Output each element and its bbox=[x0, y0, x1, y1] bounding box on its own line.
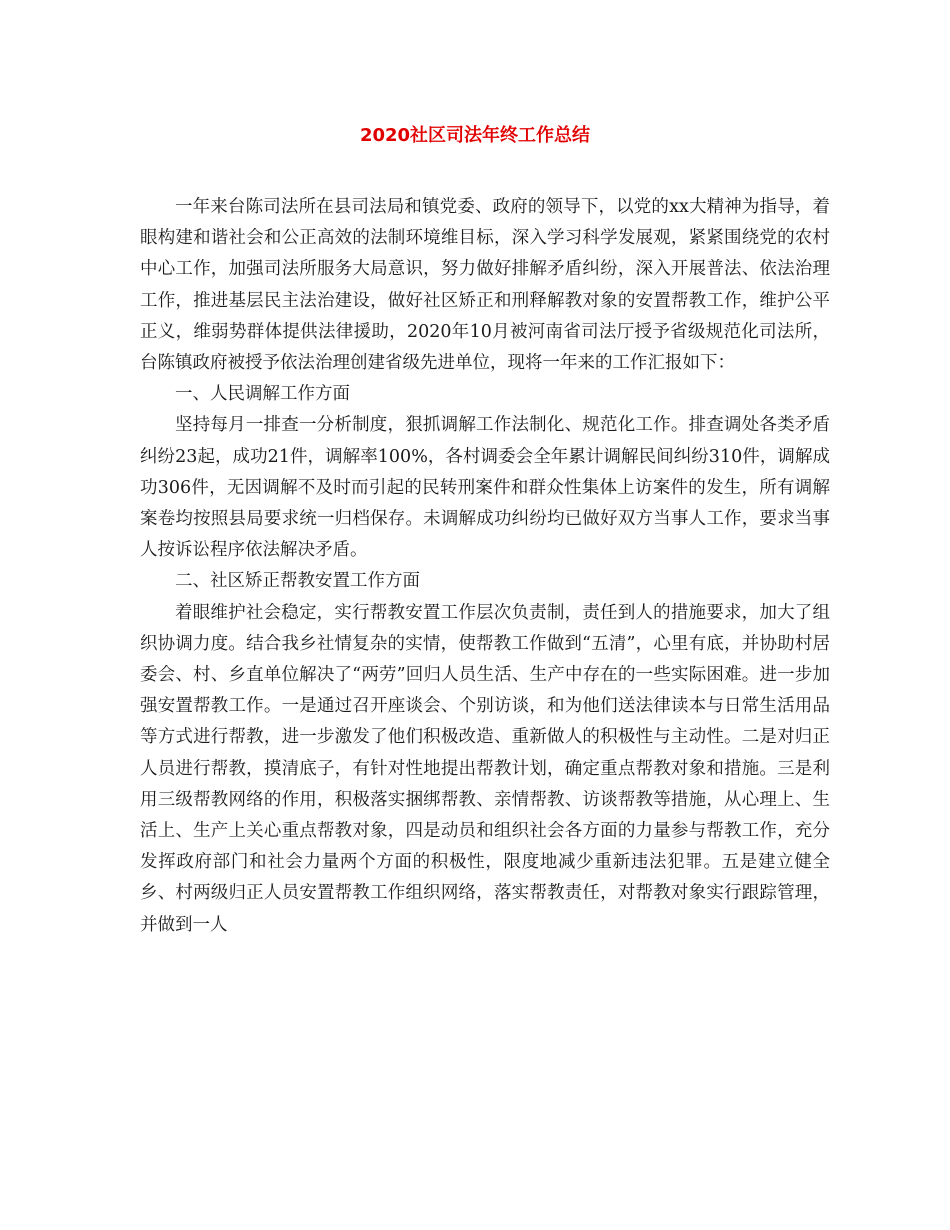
section-heading-correction: 二、社区矫正帮教安置工作方面 bbox=[175, 571, 420, 592]
paragraph-intro: 一年来台陈司法所在县司法局和镇党委、政府的领导下，以党的xx大精神为指导，着眼构建和谐社会和公正高效的法制环境维目标，深入学习科学发展观，紧紧围绕党的农村中心工作，加强司法所服务大局意识，努力做好排解矛盾纠纷，深入开展普法、依法治理工作，推进基层民主法治建设，做好社区矫正和刑释解教对象的安置帮教工作，维护公平正义，维弱势群体提供法律援助，2020年10月被河南省司法厅授予省级规范化司法所，台陈镇政府被授予依法治理创建省级先进单位，现将一年来的工作汇报如下： bbox=[140, 197, 830, 374]
section-heading-mediation: 一、人民调解工作方面 bbox=[175, 384, 350, 405]
paragraph-mediation: 坚持每月一排查一分析制度，狠抓调解工作法制化、规范化工作。排查调处各类矛盾纠纷23起，成功21件，调解率100%，各村调委会全年累计调解民间纠纷310件，调解成功306件，无因调解不及时而引起的民转刑案件和群众性集体上访案件的发生，所有调解案卷均按照县局要求统一归档保存。未调解成功纠纷均已做好双方当事人工作，要求当事人按诉讼程序依法解决矛盾。 bbox=[140, 415, 830, 561]
document-body bbox=[140, 192, 830, 941]
document-title: 2020社区司法年终工作总结 bbox=[359, 125, 591, 146]
paragraph-correction: 着眼维护社会稳定，实行帮教安置工作层次负责制，责任到人的措施要求，加大了组织协调力度。结合我乡社情复杂的实情，使帮教工作做到“五清”，心里有底，并协助村居委会、村、乡直单位解决了“两劳”回归人员生活、生产中存在的一些实际困难。进一步加强安置帮教工作。一是通过召开座谈会、个别访谈，和为他们送法律读本与日常生活用品等方式进行帮教，进一步激发了他们积极改造、重新做人的积极性与主动性。二是对归正人员进行帮教，摸清底子，有针对性地提出帮教计划，确定重点帮教对象和措施。三是利用三级帮教网络的作用，积极落实捆绑帮教、亲情帮教、访谈帮教等措施，从心理上、生活上、生产上关心重点帮教对象，四是动员和组织社会各方面的力量参与帮教工作，充分发挥政府部门和社会力量两个方面的积极性，限度地减少重新违法犯罪。五是建立健全乡、村两级归正人员安置帮教工作组织网络，落实帮教责任，对帮教对象实行跟踪管理，并做到一人 bbox=[140, 602, 830, 935]
